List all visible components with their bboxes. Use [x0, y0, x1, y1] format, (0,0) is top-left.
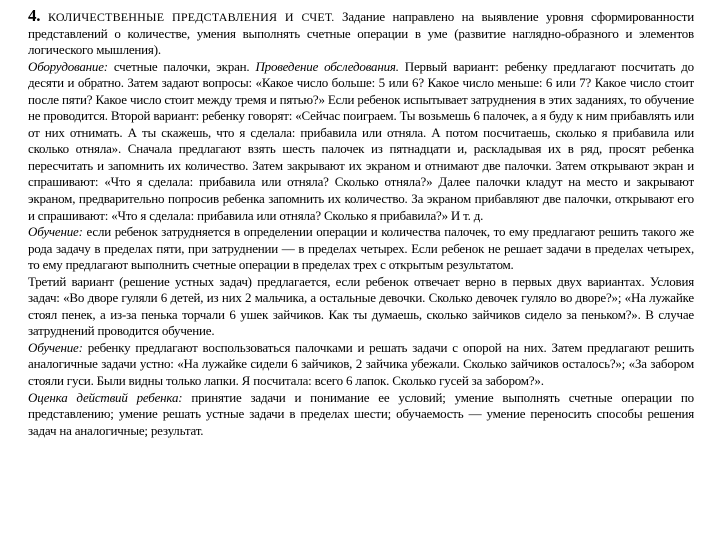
variant1-text: Первый вариант: ребенку предлагают посчитать до десяти и обратно. Затем задают вопросы: «Какое число больше: 5 или 6? Какое число меньше: 6 или 7? Какое число стоит после пяти? Какое число стоит между тремя и пятью?» Если ребенок испытывает затруднения в этих заданиях, то обучение не проводится. Второй вариант: ребенку говорят: «Сейчас поиграем. Ты возьмешь 6 палочек, а я буду к ним прибавлять или от них отнимать. А ты скажешь, что я сделала: прибавила или отняла. А потом посчитаешь, сколько я прибавила или сколько отняла». Сначала предлагают взять шесть палочек из пятнадцати и, раскладывая их в ряд, просят ребенка пересчитать и запомнить их количество. Затем закрывают их экраном и отнимают две палочки. Затем открывают экран и спрашивают: «Что я сделала: прибавила или отняла? Сколько отняла?» Далее палочки кладут на место и закрывают экраном, предварительно попросив ребенка запомнить их количество. За экраном прибавляют две палочки, открывают его и спрашивают: «Что я сделала: прибавила или отняла? Сколько я прибавила?» И т. д.: [28, 58, 694, 223]
evaluation-text: принятие задачи и понимание ее условий; умение выполнять счетные операции по представлению; умение решать устные задачи в пределах шести; обучаемость — умение переносить способы решения задач на аналогичные; результат.: [28, 389, 694, 438]
task-description: Задание направлено на выявление уровня сформированности представлений о количестве, умения выполнять счетные операции в уме (развитие наглядно-образного и элементов логического мышления).: [28, 9, 694, 58]
training1-paragraph: [28, 224, 694, 274]
section-number: 4.: [28, 6, 41, 25]
training1-label: Обучение:: [28, 224, 83, 240]
procedure-label: Проведение обследования.: [255, 58, 399, 74]
evaluation-paragraph: [28, 390, 694, 440]
procedure-paragraph: [28, 59, 694, 224]
intro-paragraph: [28, 8, 694, 59]
variant3-paragraph: [28, 274, 694, 340]
evaluation-label: Оценка действий ребенка:: [28, 389, 183, 405]
section-heading: КОЛИЧЕСТВЕННЫЕ ПРЕДСТАВЛЕНИЯ И СЧЕТ.: [47, 10, 335, 24]
training2-label: Обучение:: [28, 339, 83, 355]
training1-text: если ребенок затрудняется в определении операции и количества палочек, то ему предлагают решить такого же рода задачу в пределах пяти, при затруднении — в пределах четырех. Если ребенок не решает задачи в пределах четырех, то ему предлагают выполнить счетные операции в пределах трех с открытым результатом.: [28, 224, 694, 273]
training2-paragraph: [28, 340, 694, 390]
training2-text: ребенку предлагают воспользоваться палочками и решать задачи с опорой на них. Затем предлагают решить аналогичные задачи устно: «На лужайке сидели 6 зайчиков, 2 зайчика убежали. Сколько зайчиков осталось?»; «За забором стояли гуси. Были видны только лапки. Я посчитала: всего 6 лапок. Сколько гусей за забором?».: [28, 339, 694, 389]
equipment-label: Оборудование:: [28, 58, 108, 74]
variant3-text: Третий вариант (решение устных задач) предлагается, если ребенок отвечает верно в первых двух вариантах. Условия задач: «Во дворе гуляли 6 детей, из них 2 мальчика, а остальные девочки. Сколько девочек гуляло во дворе?»; «На лужайке стоял пенек, а из-за пенька торчали 6 ушек зайчиков. Как ты думаешь, сколько зайчиков сидело за пеньком?». В случае затруднений проводится обучение.: [28, 273, 694, 339]
equipment-text: счетные палочки, экран.: [113, 58, 250, 74]
document-page: [28, 8, 694, 439]
